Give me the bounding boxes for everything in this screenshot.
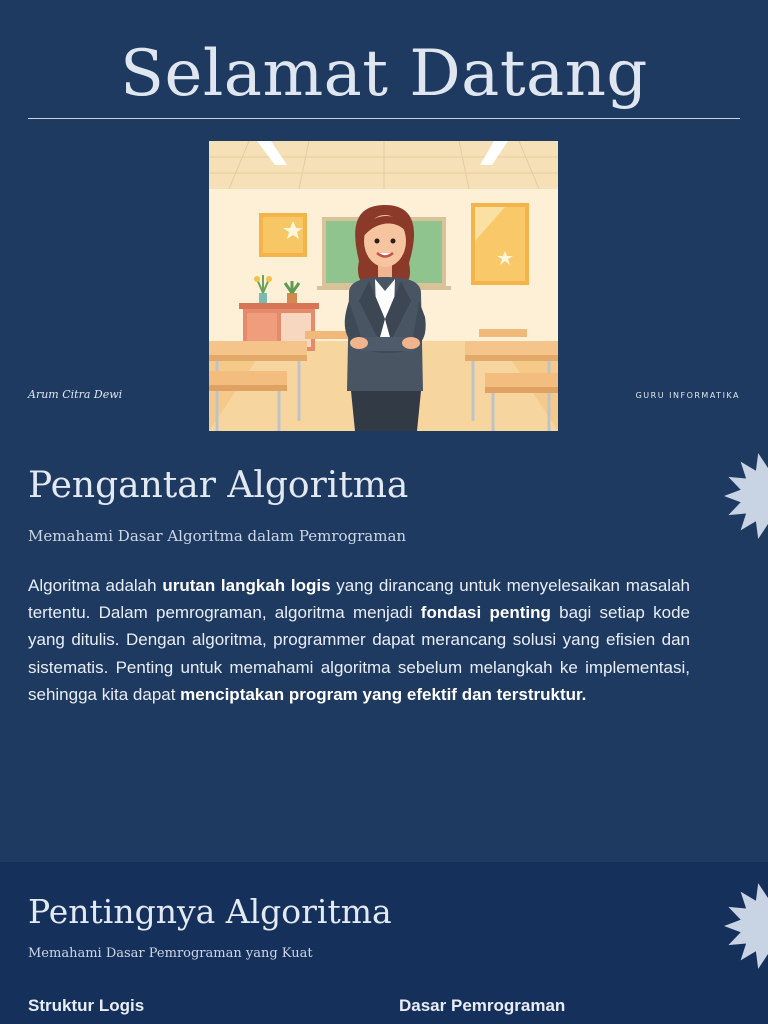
- column-heading-programming: Dasar Pemrograman: [399, 996, 566, 1015]
- starburst-decoration-icon-2: [722, 882, 768, 970]
- title-divider: [28, 118, 740, 119]
- paragraph-emphasis: urutan langkah logis: [162, 576, 331, 595]
- intro-paragraph: [28, 572, 690, 708]
- presenter-name: Arum Citra Dewi: [28, 388, 123, 401]
- paragraph-emphasis: menciptakan program yang efektif dan terstruktur.: [180, 684, 587, 704]
- paragraph-text: yang dirancang untuk menyelesaikan masalah tertentu. Dalam pemrograman, algoritma menjadi: [28, 576, 690, 623]
- starburst-decoration-icon: [722, 452, 768, 540]
- paragraph-text: Algoritma adalah: [28, 576, 163, 595]
- section2-subtitle: Memahami Dasar Pemrograman yang Kuat: [28, 946, 313, 961]
- paragraph-text: bagi setiap kode yang ditulis. Dengan algoritma, programmer dapat merancang solusi yang efisien dan sistematis. Penting untuk memahami algoritma sebelum melangkah ke implementasi, sehingga kita dapat: [28, 603, 690, 704]
- column-heading-logic: Struktur Logis: [28, 996, 145, 1015]
- teacher-illustration: [209, 141, 558, 431]
- page-title: Selamat Datang: [120, 37, 648, 111]
- paragraph-emphasis: fondasi penting: [420, 603, 551, 623]
- section2-heading: Pentingnya Algoritma: [28, 892, 392, 931]
- presenter-role: GURU INFORMATIKA: [635, 391, 740, 400]
- section-subtitle: Memahami Dasar Algoritma dalam Pemrograman: [28, 527, 407, 545]
- section-heading: Pengantar Algoritma: [28, 465, 409, 506]
